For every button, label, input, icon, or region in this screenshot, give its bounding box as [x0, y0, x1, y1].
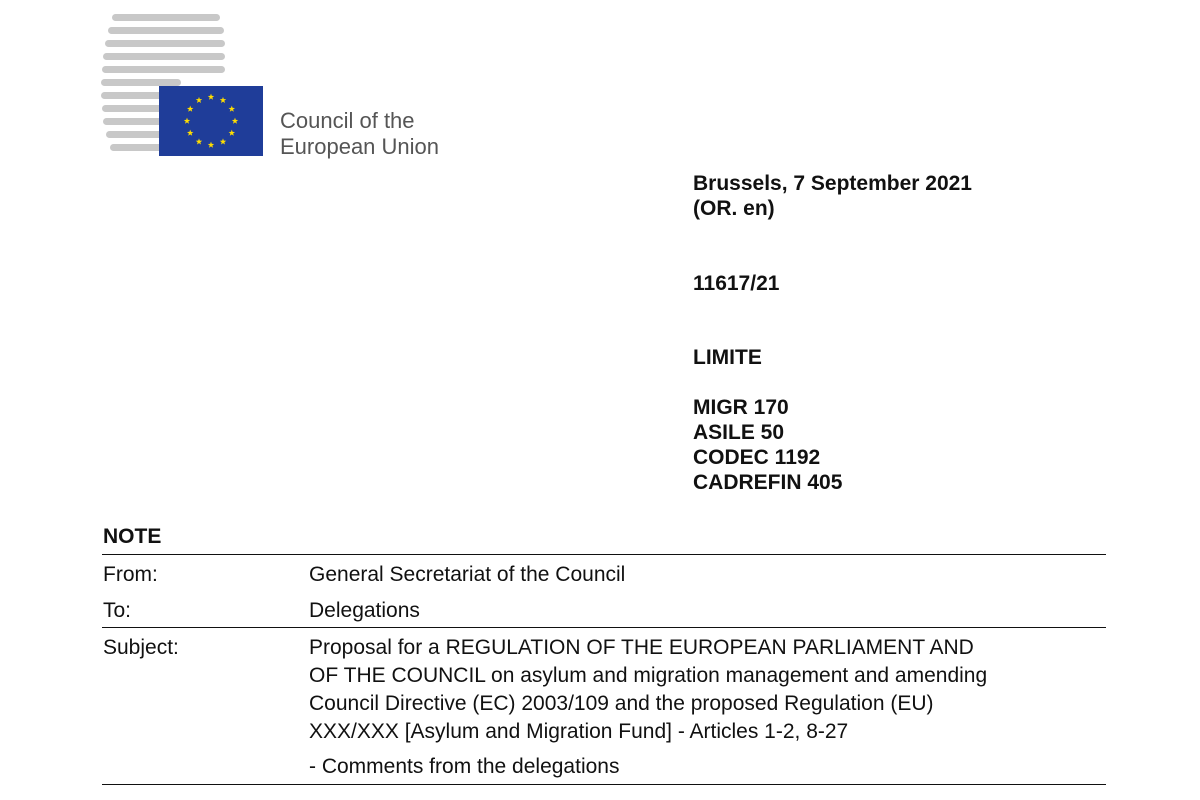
classification-marking: LIMITE	[693, 346, 762, 369]
subject-value	[309, 634, 1109, 746]
file-codes	[693, 395, 842, 495]
divider	[102, 784, 1106, 785]
to-label: To:	[103, 599, 132, 622]
original-language: (OR. en)	[693, 197, 775, 220]
document-date-block	[693, 171, 972, 221]
from-value: General Secretariat of the Council	[309, 563, 626, 586]
subject-line: OF THE COUNCIL on asylum and migration management and amending	[309, 664, 988, 687]
divider	[102, 627, 1106, 628]
subject-label: Subject:	[103, 636, 179, 659]
file-code: CADREFIN 405	[693, 471, 843, 494]
file-code: MIGR 170	[693, 396, 789, 419]
file-code: ASILE 50	[693, 421, 785, 444]
subject-line: Council Directive (EC) 2003/109 and the proposed Regulation (EU)	[309, 692, 934, 715]
file-code: CODEC 1192	[693, 446, 821, 469]
from-label: From:	[103, 563, 158, 586]
to-value: Delegations	[309, 599, 420, 622]
place-date: Brussels, 7 September 2021	[693, 172, 972, 195]
document-number: 11617/21	[693, 272, 780, 295]
org-name-line-1: Council of the	[280, 108, 415, 133]
subject-line: Proposal for a REGULATION OF THE EUROPEAN PARLIAMENT AND	[309, 636, 974, 659]
divider	[102, 554, 1106, 555]
subject-comments-line: - Comments from the delegations	[309, 755, 620, 778]
organization-name	[280, 108, 439, 160]
note-title: NOTE	[103, 525, 162, 548]
eu-council-emblem-icon	[100, 14, 265, 159]
subject-line: XXX/XXX [Asylum and Migration Fund] - Articles 1-2, 8-27	[309, 720, 849, 743]
org-name-line-2: European Union	[280, 134, 440, 159]
